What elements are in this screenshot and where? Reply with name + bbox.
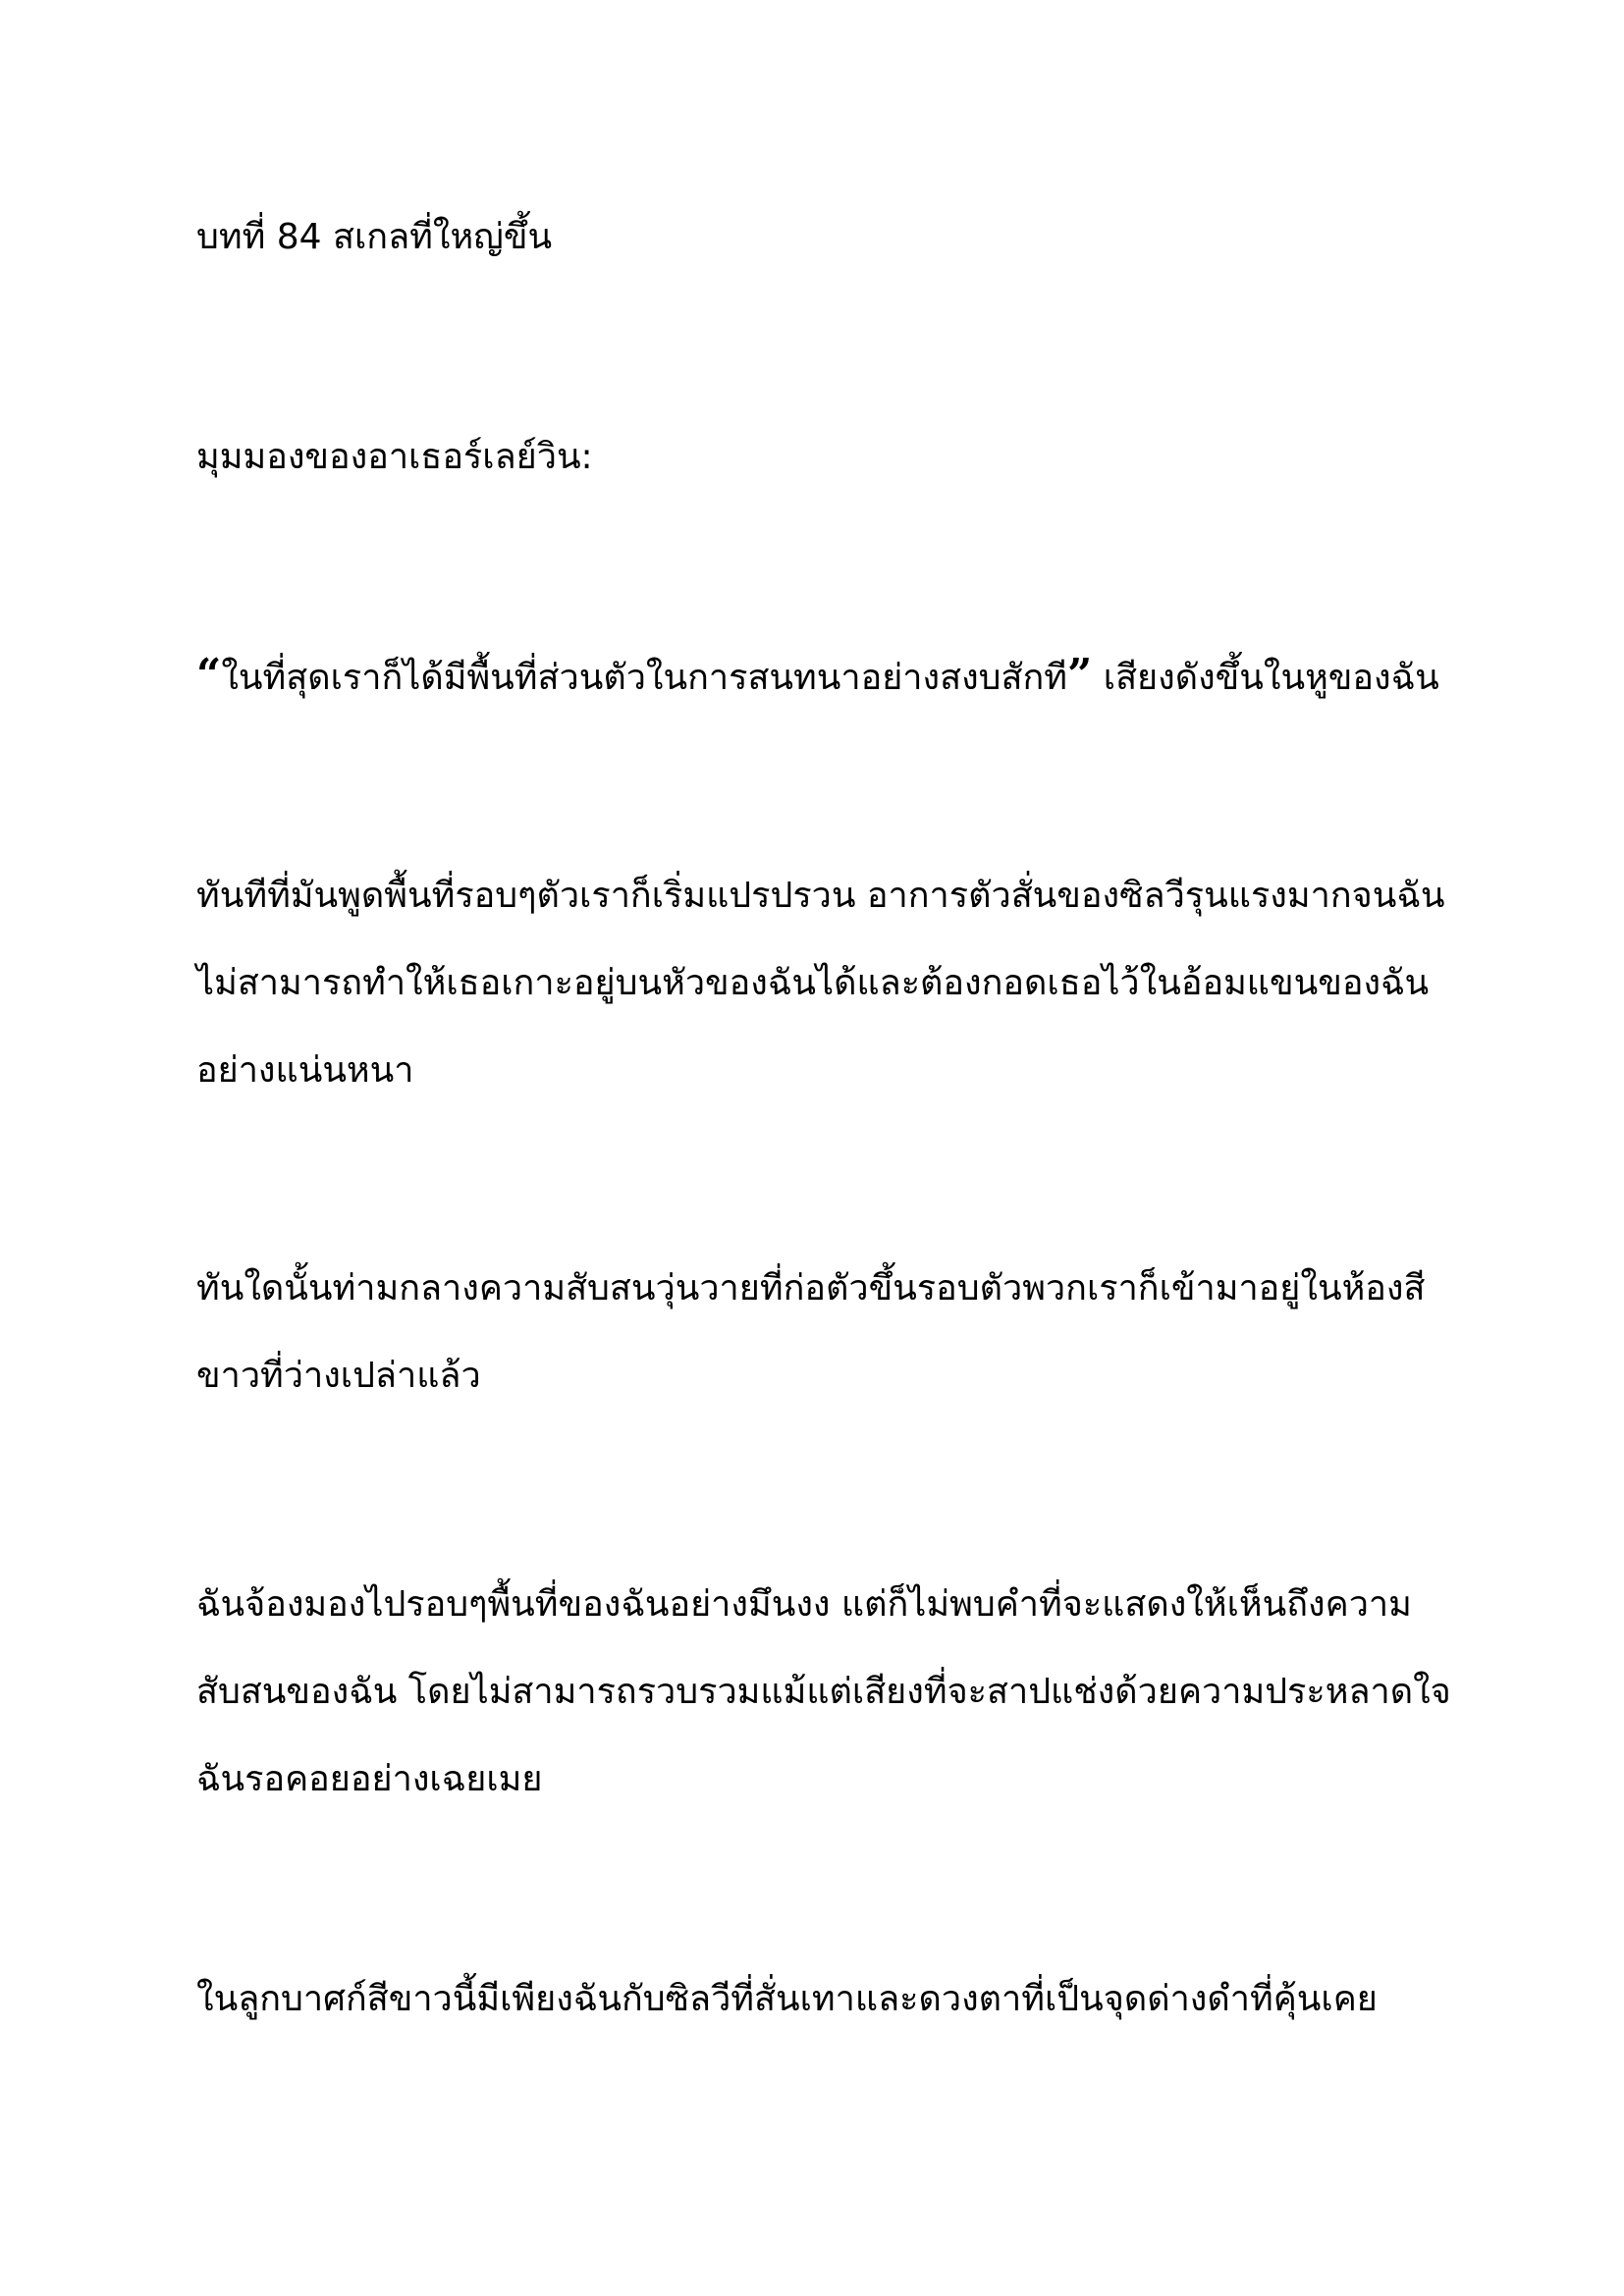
pov-heading: มุมมองของอาเธอร์เลย์วิน: (196, 437, 593, 477)
body-paragraph (196, 1955, 1434, 2043)
paragraph-line: ขาวที่ว่างเปล่าแล้ว (196, 1356, 481, 1396)
paragraph-line: สับสนของฉัน โดยไม่สามารถรวบรวมแม้แต่เสียงที่จะสาปแช่งด้วยความประหลาดใจ (196, 1672, 1451, 1712)
paragraph-line: ไม่สามารถทำให้เธอเกาะอยู่บนหัวของฉันได้และต้องกอดเธอไว้ในอ้อมแขนของฉัน (196, 963, 1430, 1003)
paragraph-line: ทันใดนั้นท่ามกลางความสับสนวุ่นวายที่ก่อตัวขึ้นรอบตัวพวกเราก็เข้ามาอยู่ในห้องสี (196, 1268, 1426, 1308)
open-quote-mark: “ (196, 650, 222, 700)
paragraph-line: ทันทีที่มันพูดพื้นที่รอบๆตัวเราก็เริ่มแปรปรวน อาการตัวสั่นของซิลวีรุนแรงมากจนฉัน (196, 876, 1445, 916)
chapter-title: บทที่ 84 สเกลที่ใหญ่ขึ้น (196, 217, 553, 257)
close-quote-mark: ” (1067, 650, 1093, 700)
body-paragraph (196, 1245, 1434, 1419)
dialogue-text: ในที่สุดเราก็ได้มีพื้นที่ส่วนตัวในการสนทนาอย่างสงบสักที (221, 658, 1067, 698)
paragraph-line: ฉันจ้องมองไปรอบๆพื้นที่ของฉันอย่างมึนงง แต่ก็ไม่พบคำที่จะแสดงให้เห็นถึงความ (196, 1584, 1412, 1625)
dialogue-attribution: เสียงดังขึ้นในหูของฉัน (1103, 658, 1439, 698)
paragraph-line: ฉันรอคอยอย่างเฉยเมย (196, 1759, 543, 1799)
body-paragraph (196, 852, 1445, 1114)
body-paragraph (196, 1561, 1451, 1823)
paragraph-line: อย่างแน่นหนา (196, 1050, 414, 1091)
dialogue-paragraph (196, 652, 1439, 702)
paragraph-line: ในลูกบาศก์สีขาวนี้มีเพียงฉันกับซิลวีที่สั่นเทาและดวงตาที่เป็นจุดด่างดำที่คุ้นเคย (196, 1979, 1378, 2019)
